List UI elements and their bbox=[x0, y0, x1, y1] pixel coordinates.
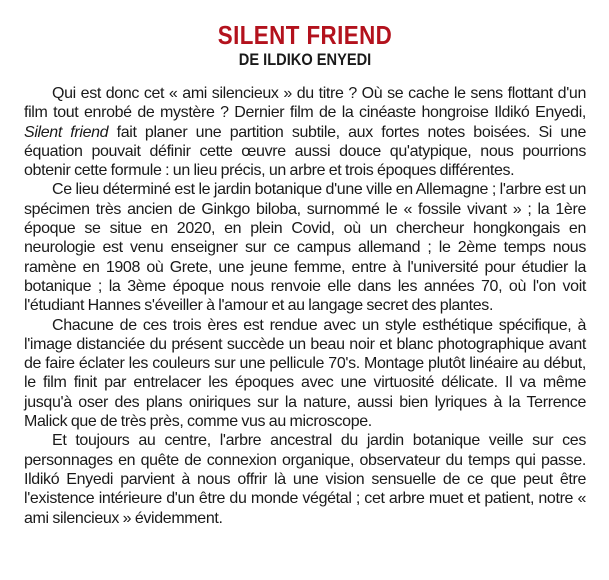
article-body bbox=[24, 84, 586, 528]
article-byline: DE ILDIKO ENYEDI bbox=[238, 50, 372, 69]
paragraph-1 bbox=[24, 84, 586, 180]
article-title: SILENT FRIEND bbox=[217, 20, 393, 50]
paragraph-1-text-a: Qui est donc cet « ami silencieux » du titre ? Où se cache le sens flottant d'un film tout enrobé de mystère ? Dernier film de la cinéaste hongroise Ildikó Enyedi, bbox=[24, 85, 586, 122]
article bbox=[24, 22, 586, 528]
paragraph-2: Ce lieu déterminé est le jardin botanique d'une ville en Allemagne ; l'arbre est un spécimen très ancien de Ginkgo biloba, surnommé le « fossile vivant » ; la 1ère époque se situe en 2020, en plein Covid, où un chercheur hongkongais en neurologie est venu enseigner sur ce campus allemand ; le 2ème temps nous ramène en 1908 où Grete, une jeune femme, entre à l'université pour étudier la botanique ; la 3ème époque nous renvoie elle dans les années 70, où l'on voit l'étudiant Hannes s'éveiller à l'amour et au langage secret des plantes. bbox=[24, 181, 586, 315]
paragraph-4: Et toujours au centre, l'arbre ancestral du jardin botanique veille sur ces personnages en quête de connexion organique, observateur du temps qui passe. Ildikó Enyedi parvient à nous offrir là une vision sensuelle de ce que peut être l'existence intérieure d'un être du monde végétal ; cet arbre muet et patient, notre « ami silencieux » évidemment. bbox=[24, 432, 586, 527]
paragraph-3: Chacune de ces trois ères est rendue avec un style esthétique spécifique, à l'image distanciée du présent succède un beau noir et blanc photographique avant de faire éclater les couleurs sur une pellicule 70's. Montage plutôt linéaire au début, le film finit par entrelacer les époques avec une virtuosité délicate. Il va même jusqu'à oser des plans oniriques sur la nature, aussi bien lyriques à la Terrence Malick que de très près, comme vus au microscope. bbox=[24, 316, 586, 431]
film-title-italic: Silent friend bbox=[24, 123, 109, 141]
paragraph-1-text-b: fait planer une partition subtile, aux fortes notes boisées. Si une équation pouvait définir cette œuvre aussi douce qu'atypique, nous pourrions obtenir cette formule : un lieu précis, un arbre et trois époques différentes. bbox=[24, 123, 587, 180]
